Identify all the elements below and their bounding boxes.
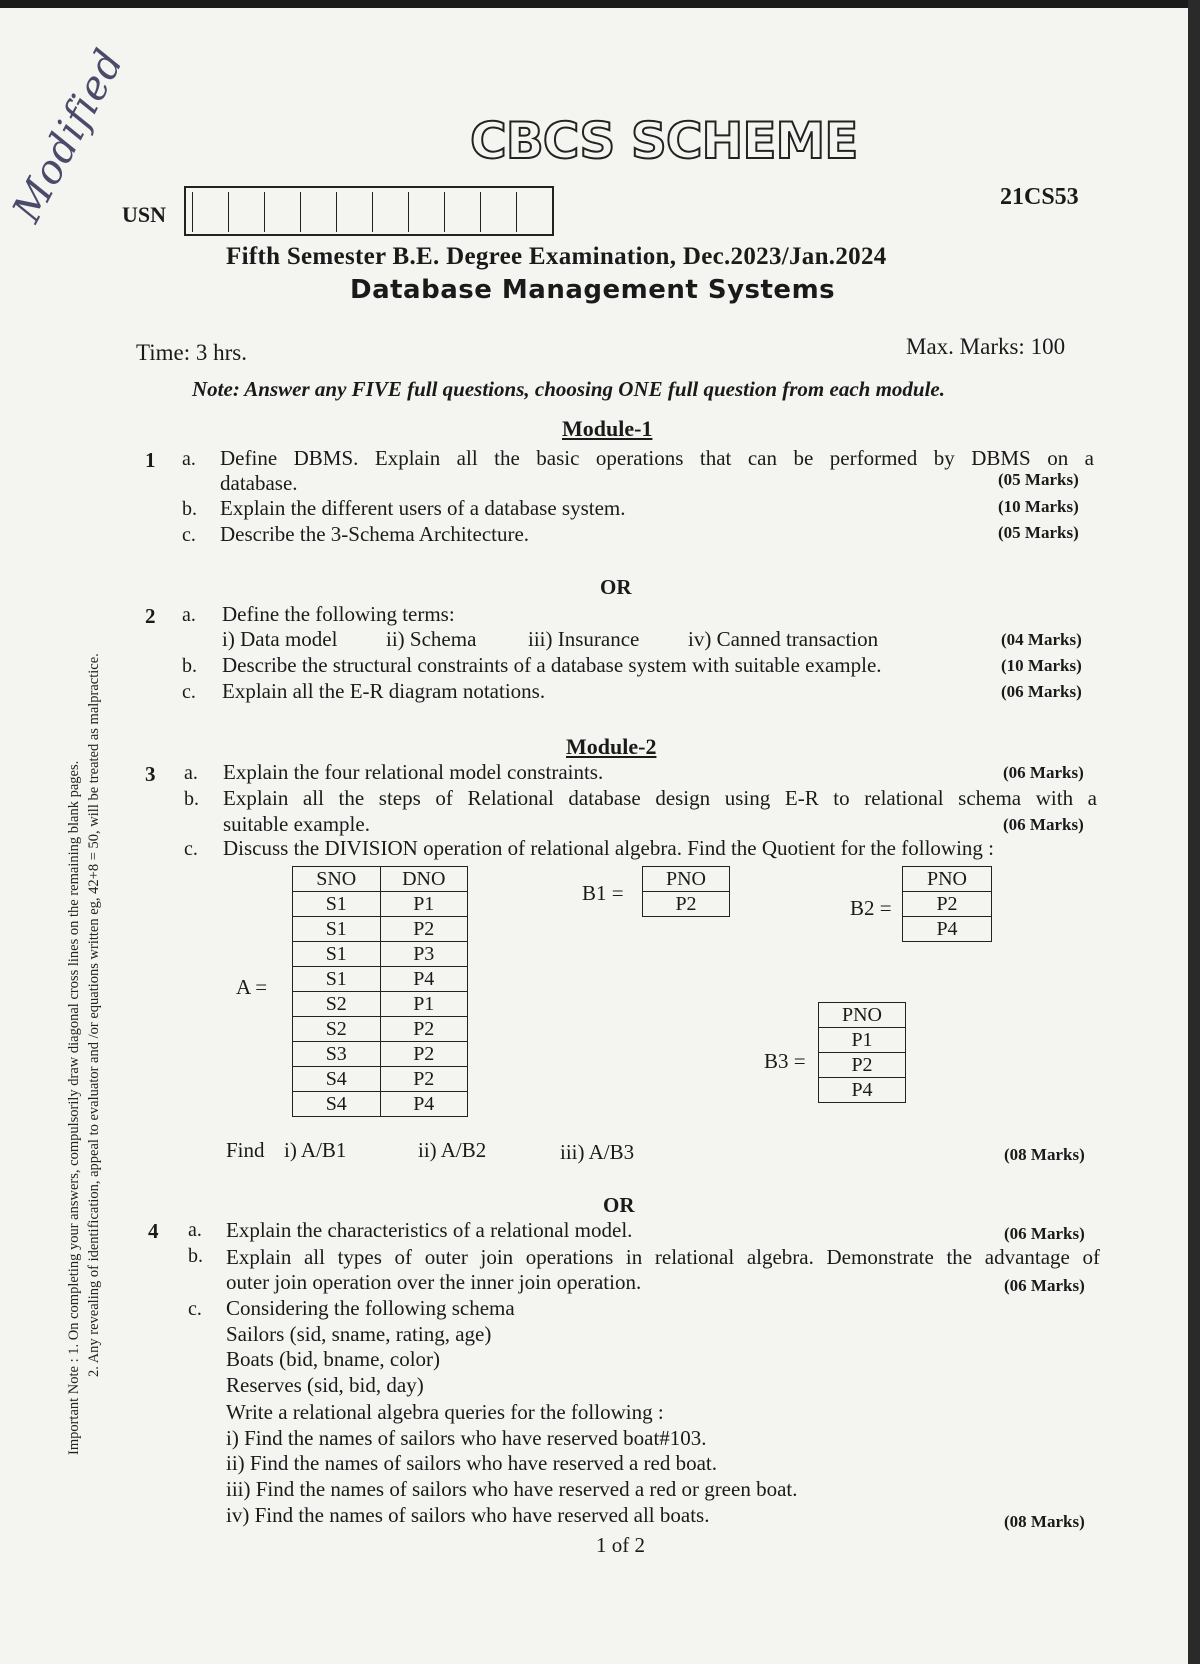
module-1-heading: Module-1 [562,416,653,441]
table-cell: P4 [903,917,992,942]
table-row [643,892,730,917]
relation-b1-table [642,866,730,917]
table-cell: P2 [819,1053,906,1078]
scan-top-border [0,0,1200,8]
table-cell: S2 [293,1017,381,1042]
or-divider-1: OR [600,575,632,599]
table-cell: P2 [903,892,992,917]
table-row [819,1078,906,1103]
q4-number: 4 [148,1219,159,1243]
schema-reserves: Reserves (sid, bid, day) [226,1373,424,1397]
schema-sailors: Sailors (sid, sname, rating, age) [226,1322,492,1346]
q2-number: 2 [145,604,156,628]
table-cell: S2 [293,992,381,1017]
q2b-text: Describe the structural constraints of a database system with suitable example. [222,653,882,677]
table-row [293,917,468,942]
table-row [293,892,468,917]
q4b-marks: (06 Marks) [1004,1276,1085,1295]
table-header-row [643,867,730,892]
table-row [293,992,468,1017]
q4c-label: c. [188,1298,202,1320]
table-cell: P1 [380,992,468,1017]
find-item-1: i) A/B1 [284,1138,347,1162]
q3a-label: a. [184,762,198,784]
table-cell: P2 [643,892,730,917]
q1a-text: Define DBMS. Explain all the basic operations that can be performed by DBMS on a [220,446,1094,470]
q4c-marks: (08 Marks) [1004,1512,1085,1531]
q3b-marks: (06 Marks) [1003,815,1084,834]
q4b-text: Explain all types of outer join operations in relational algebra. Demonstrate the advantage of [226,1245,1100,1269]
find-label: Find [226,1138,265,1162]
q3-number: 3 [145,762,156,786]
table-row [293,967,468,992]
q4c-intro: Write a relational algebra queries for the following : [226,1400,664,1424]
course-code: 21CS53 [1000,184,1079,210]
table-cell: S1 [293,942,381,967]
column-header: PNO [643,867,730,892]
q2a-term-4: iv) Canned transaction [688,627,879,651]
table-cell: S1 [293,967,381,992]
column-header: DNO [380,867,468,892]
table-cell: P2 [380,1067,468,1092]
table-cell: P1 [380,892,468,917]
table-header-row [903,867,992,892]
query-1: i) Find the names of sailors who have reserved boat#103. [226,1426,707,1450]
query-2: ii) Find the names of sailors who have reserved a red boat. [226,1451,718,1475]
q4a-text: Explain the characteristics of a relational model. [226,1218,633,1242]
q4a-marks: (06 Marks) [1004,1224,1085,1243]
q3c-label: c. [184,838,198,860]
q4b-text-cont: outer join operation over the inner join operation. [226,1270,642,1294]
q4a-label: a. [188,1219,202,1241]
q1c-label: c. [182,524,196,546]
table-cell: P2 [380,1017,468,1042]
handwritten-note: Modified [4,41,134,230]
q1c-text: Describe the 3-Schema Architecture. [220,522,530,546]
time-allowed: Time: 3 hrs. [136,340,247,365]
q4c-text: Considering the following schema [226,1296,515,1320]
table-row [293,942,468,967]
relation-b3-table [818,1002,906,1103]
table-cell: S3 [293,1042,381,1067]
q1b-text: Explain the different users of a database system. [220,496,626,520]
q2a-label: a. [182,604,196,626]
page-number: 1 of 2 [596,1533,645,1557]
q3c-marks: (08 Marks) [1004,1145,1085,1164]
q1b-marks: (10 Marks) [998,497,1079,516]
table-header-row [293,867,468,892]
table-row [293,1092,468,1117]
table-b2-label: B2 = [850,896,892,920]
relation-a-table [292,866,468,1117]
q1c-marks: (05 Marks) [998,523,1079,542]
table-b1-label: B1 = [582,881,624,905]
q3a-text: Explain the four relational model constraints. [223,760,604,784]
q3a-marks: (06 Marks) [1003,763,1084,782]
column-header: PNO [819,1003,906,1028]
table-cell: S4 [293,1067,381,1092]
table-cell: P3 [380,942,468,967]
usn-label: USN [122,202,167,227]
q3b-text: Explain all the steps of Relational database design using E-R to relational schema with a [223,786,1097,810]
q4b-label: b. [188,1245,203,1267]
query-3: iii) Find the names of sailors who have reserved a red or green boat. [226,1477,798,1501]
table-b3-label: B3 = [764,1049,806,1073]
schema-boats: Boats (bid, bname, color) [226,1347,441,1371]
table-cell: P1 [819,1028,906,1053]
column-header: PNO [903,867,992,892]
side-important-note: Important Note : 1. On completing your answers, compulsorily draw diagonal cross lines on the remaining blank pages. 2. Any revealing of identification, appeal to evaluator and /or equations written eg, 42+8 = 50, will be treated as malpractice. [66,653,102,1455]
max-marks: Max. Marks: 100 [906,334,1066,359]
q2a-term-2: ii) Schema [386,627,477,651]
find-item-2: ii) A/B2 [418,1138,487,1162]
column-header: SNO [293,867,381,892]
table-row [819,1028,906,1053]
table-header-row [819,1003,906,1028]
q2b-label: b. [182,655,197,677]
q1b-label: b. [182,498,197,520]
q2c-text: Explain all the E-R diagram notations. [222,679,546,703]
usn-boxes [184,186,554,236]
table-cell: P4 [380,1092,468,1117]
module-2-heading: Module-2 [566,734,657,759]
instructions-note: Note: Answer any FIVE full questions, choosing ONE full question from each module. [192,377,945,401]
table-a-label: A = [236,975,268,999]
q1-number: 1 [145,448,156,472]
q3b-label: b. [184,788,199,810]
q2a-term-3: iii) Insurance [528,627,640,651]
table-row [903,892,992,917]
table-cell: S1 [293,917,381,942]
exam-title: Fifth Semester B.E. Degree Examination, Dec.2023/Jan.2024 [226,243,887,270]
q2a-marks: (04 Marks) [1001,630,1082,649]
q2a-text: Define the following terms: [222,602,455,626]
table-cell: P4 [819,1078,906,1103]
q2c-label: c. [182,681,196,703]
q2b-marks: (10 Marks) [1001,656,1082,675]
scan-right-border [1188,0,1200,1664]
query-4: iv) Find the names of sailors who have reserved all boats. [226,1503,710,1527]
table-row [293,1042,468,1067]
table-cell: P2 [380,1042,468,1067]
q3b-text-cont: suitable example. [223,812,370,836]
q3c-text: Discuss the DIVISION operation of relational algebra. Find the Quotient for the following : [223,836,994,860]
table-row [293,1017,468,1042]
table-cell: P2 [380,917,468,942]
scheme-logo: CBCS SCHEME [470,112,858,170]
q1a-text-cont: database. [220,471,298,495]
table-row [903,917,992,942]
table-cell: P4 [380,967,468,992]
find-item-3: iii) A/B3 [560,1140,635,1164]
q2a-term-1: i) Data model [222,627,338,651]
q1a-marks: (05 Marks) [998,470,1079,489]
table-row [293,1067,468,1092]
q1a-label: a. [182,448,196,470]
subject-title: Database Management Systems [350,275,836,305]
table-row [819,1053,906,1078]
or-divider-2: OR [603,1193,635,1217]
q2c-marks: (06 Marks) [1001,682,1082,701]
table-cell: S4 [293,1092,381,1117]
relation-b2-table [902,866,992,942]
table-cell: S1 [293,892,381,917]
